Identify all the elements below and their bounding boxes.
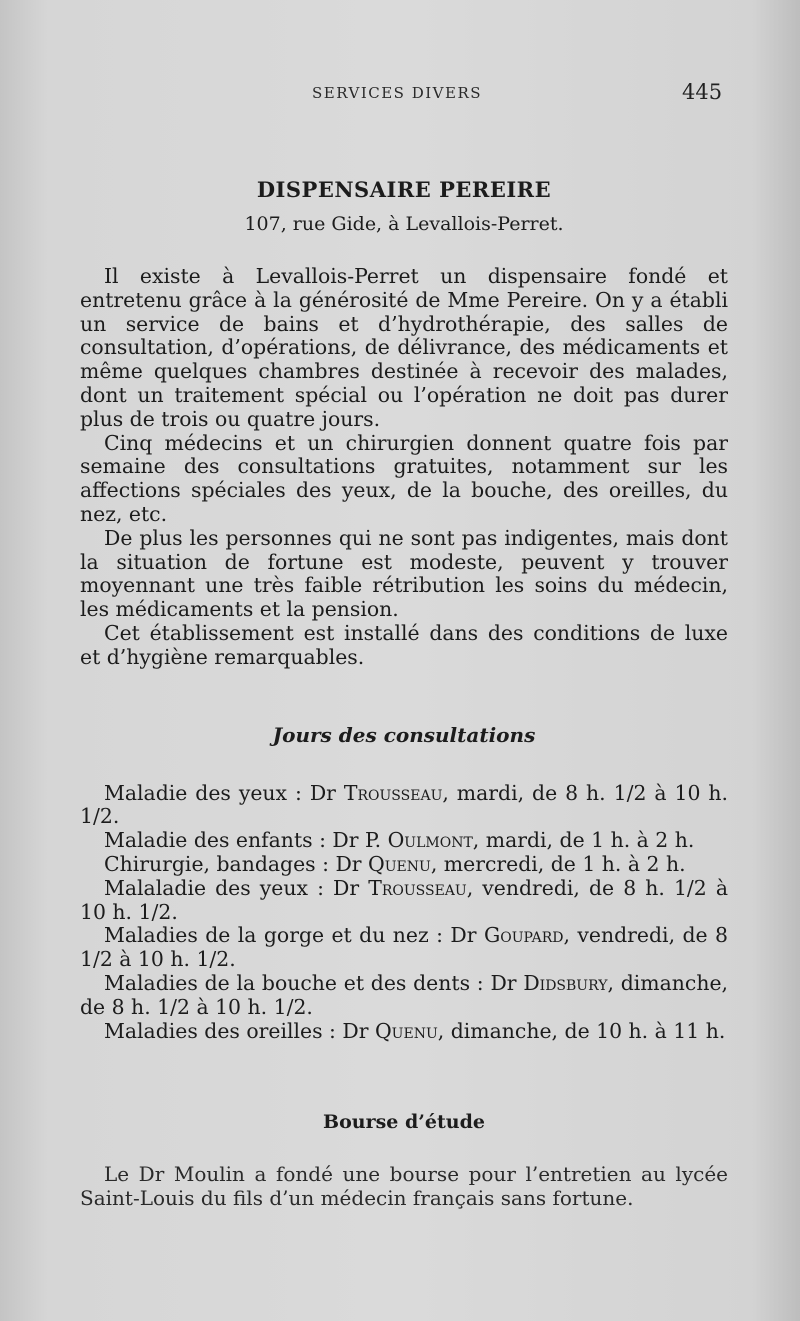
consultation-entry <box>80 972 728 1020</box>
bourse-text <box>80 1163 728 1211</box>
entry-text: , dimanche, de 10 h. à 11 h. <box>437 1018 726 1043</box>
consultations-title: Jours des consultations <box>272 722 536 747</box>
doctor-name: Quenu <box>368 851 431 876</box>
doctor-name: Quenu <box>374 1018 438 1043</box>
paragraph: Le Dr Moulin a fondé une bourse pour l’entretien au lycée Saint-Louis du fils d’un médecin français sans fortune. <box>80 1162 728 1211</box>
consultation-entry <box>80 924 728 972</box>
entry-text: , mercredi, de 1 h. à 2 h. <box>430 851 686 876</box>
entry-text: , vendredi, de 8 h. 1/2 à 10 h. 1/2. <box>80 875 728 924</box>
intro-text <box>80 265 728 670</box>
paragraph: Cinq médecins et un chirurgien donnent quatre fois par semaine des consultations gratuites, notamment sur les affections spéciales des yeux, de la bouche, des oreilles, du nez, etc. <box>80 430 728 526</box>
paragraph: Cet établissement est installé dans des conditions de luxe et d’hygiène remarquables. <box>80 620 728 669</box>
page-number: 445 <box>682 80 723 104</box>
entry-text: Maladie des yeux : Dr <box>104 780 344 805</box>
entry-text: , dimanche, de 8 h. 1/2 à 10 h. 1/2. <box>80 970 728 1019</box>
consultation-entry <box>80 829 728 853</box>
bourse-title: Bourse d’étude <box>323 1111 485 1134</box>
entry-text: Maladies de la bouche et des dents : Dr <box>104 970 524 995</box>
running-title: SERVICES DIVERS <box>312 84 483 102</box>
entry-text: Chirurgie, bandages : Dr <box>104 851 369 876</box>
paragraph: De plus les personnes qui ne sont pas indigentes, mais dont la situation de fortune est modeste, peuvent y trouver moyennant une très faible rétribution les soins du médecin, les médicaments et la pension. <box>80 525 728 622</box>
consultation-entry <box>80 1020 728 1044</box>
paragraph: Il existe à Levallois-Perret un dispensaire fondé et entretenu grâce à la générosité de Mme Pereire. On y a établi un service de bains et d’hydrothérapie, des salles de consultation, d’opérations, de délivrance, des médicaments et même quelques chambres destinée à recevoir des malades, dont un traitement spécial ou l’opération ne doit pas durer plus de trois ou quatre jours. <box>80 264 728 431</box>
doctor-name: Goupard <box>483 923 564 948</box>
doctor-name: P. Oulmont <box>365 828 473 853</box>
entry-text: Maladies des oreilles : Dr <box>104 1018 375 1043</box>
consultation-entry <box>80 877 728 925</box>
section-title: DISPENSAIRE PEREIRE <box>256 177 552 202</box>
page-header <box>0 80 800 114</box>
entry-text: , mardi, de 1 h. à 2 h. <box>472 828 695 853</box>
entry-text: , vendredi, de 8 1/2 à 10 h. 1/2. <box>80 923 728 972</box>
consultations-list <box>80 782 728 1044</box>
doctor-name: Trousseau <box>343 780 443 805</box>
entry-text: Malaladie des yeux : Dr <box>104 875 369 900</box>
doctor-name: Didsbury <box>523 970 608 995</box>
consultation-entry <box>80 853 728 877</box>
doctor-name: Trousseau <box>368 875 467 900</box>
entry-text: Maladie des enfants : Dr <box>104 828 366 853</box>
entry-text: , mardi, de 8 h. 1/2 à 10 h. 1/2. <box>80 780 729 829</box>
entry-text: Maladies de la gorge et du nez : Dr <box>104 923 484 948</box>
page-content <box>80 175 728 1211</box>
consultation-entry <box>80 782 728 830</box>
section-address: 107, rue Gide, à Levallois-Perret. <box>244 213 564 235</box>
